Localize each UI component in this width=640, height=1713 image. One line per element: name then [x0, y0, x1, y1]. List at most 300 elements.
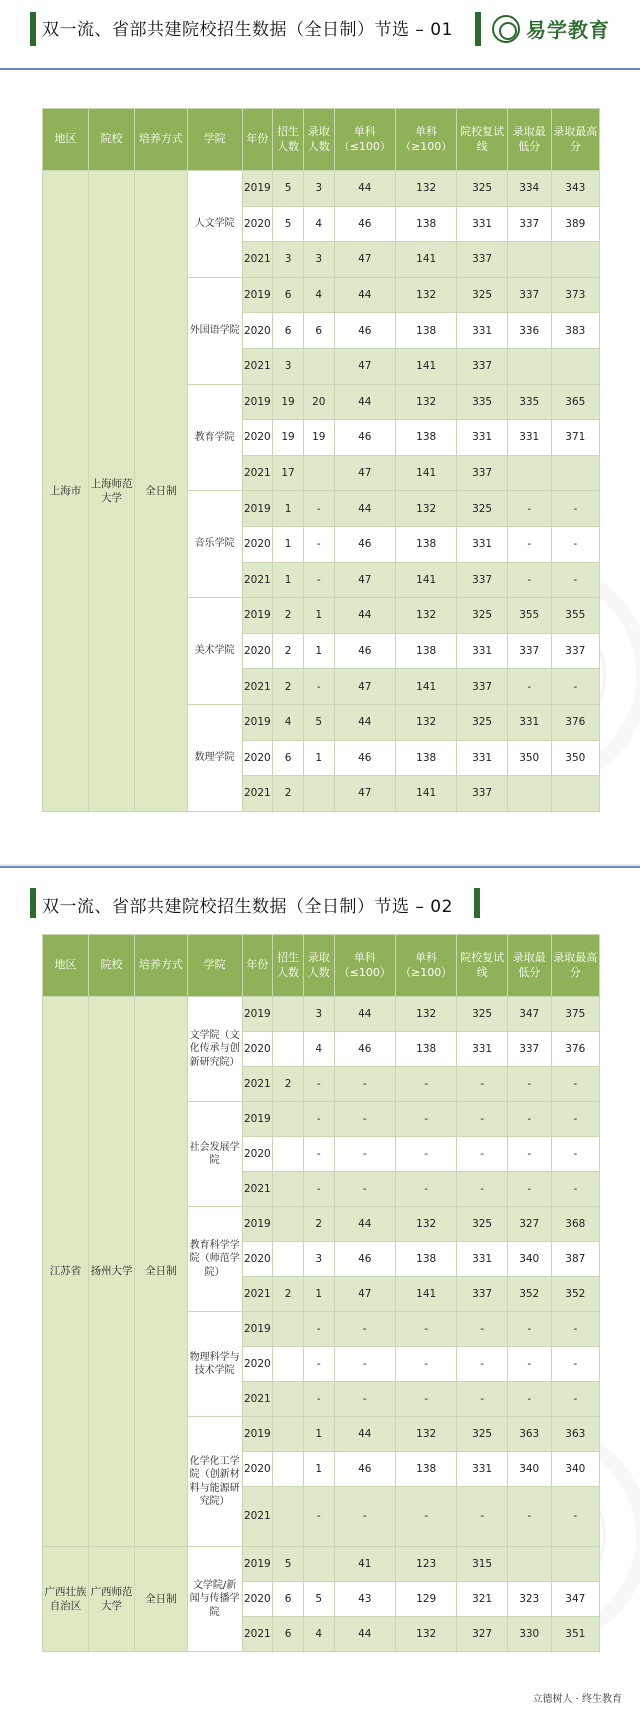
data-cell: 19: [303, 420, 334, 456]
data-cell: -: [334, 1172, 395, 1207]
data-cell: -: [334, 1347, 395, 1382]
data-cell: [273, 1487, 304, 1547]
data-cell: 325: [457, 277, 507, 313]
data-cell: -: [334, 1067, 395, 1102]
data-cell: 2020: [242, 1137, 273, 1172]
data-cell: [551, 776, 599, 812]
data-cell: 2021: [242, 1277, 273, 1312]
data-cell: [507, 348, 551, 384]
data-cell: 335: [457, 384, 507, 420]
data-cell: 46: [334, 1032, 395, 1067]
data-cell: [273, 1207, 304, 1242]
data-cell: 4: [303, 1617, 334, 1652]
data-cell: 141: [395, 348, 456, 384]
college-cell: 数理学院: [187, 704, 242, 811]
data-cell: -: [457, 1382, 507, 1417]
data-cell: [551, 242, 599, 278]
data-cell: 323: [507, 1582, 551, 1617]
data-cell: 2019: [242, 1102, 273, 1137]
data-cell: 46: [334, 206, 395, 242]
data-cell: 138: [395, 206, 456, 242]
data-cell: 2019: [242, 598, 273, 634]
data-cell: 2021: [242, 669, 273, 705]
data-cell: 44: [334, 598, 395, 634]
data-cell: -: [551, 491, 599, 527]
region-cell: 广西壮族自治区: [43, 1547, 89, 1652]
data-cell: 321: [457, 1582, 507, 1617]
data-cell: 132: [395, 171, 456, 207]
data-cell: 389: [551, 206, 599, 242]
data-cell: 331: [457, 420, 507, 456]
college-cell: 美术学院: [187, 598, 242, 705]
data-cell: 2021: [242, 1172, 273, 1207]
data-cell: 20: [303, 384, 334, 420]
footer-slogan: 立德树人 · 终生教育: [532, 1694, 622, 1705]
data-cell: 340: [507, 1452, 551, 1487]
data-cell: -: [303, 1067, 334, 1102]
column-header: 单科（≥100）: [395, 935, 456, 997]
data-cell: 5: [273, 206, 304, 242]
data-cell: 138: [395, 526, 456, 562]
data-cell: 129: [395, 1582, 456, 1617]
column-header: 录取人数: [303, 109, 334, 171]
data-cell: 2019: [242, 1207, 273, 1242]
data-cell: 2021: [242, 1617, 273, 1652]
data-cell: -: [507, 562, 551, 598]
data-cell: 337: [457, 348, 507, 384]
data-cell: 2019: [242, 1547, 273, 1582]
data-cell: 2: [273, 776, 304, 812]
accent-bar: [30, 12, 36, 46]
data-cell: -: [551, 1137, 599, 1172]
data-cell: 373: [551, 277, 599, 313]
data-cell: 347: [507, 997, 551, 1032]
accent-bar: [474, 888, 480, 918]
data-cell: 44: [334, 1207, 395, 1242]
column-header: 培养方式: [135, 109, 188, 171]
data-cell: 375: [551, 997, 599, 1032]
college-cell: 音乐学院: [187, 491, 242, 598]
table-row: [43, 1547, 600, 1582]
column-header: 年份: [242, 109, 273, 171]
table-header: [43, 109, 600, 171]
data-cell: 141: [395, 455, 456, 491]
data-cell: 44: [334, 384, 395, 420]
data-cell: 337: [457, 455, 507, 491]
column-header: 年份: [242, 935, 273, 997]
data-cell: 2020: [242, 206, 273, 242]
data-cell: 2020: [242, 1452, 273, 1487]
data-cell: 331: [457, 1452, 507, 1487]
data-cell: 3: [303, 997, 334, 1032]
data-cell: -: [303, 491, 334, 527]
data-cell: 47: [334, 242, 395, 278]
column-header: 录取最高分: [551, 109, 599, 171]
data-cell: 325: [457, 1417, 507, 1452]
data-cell: 337: [457, 669, 507, 705]
data-cell: 138: [395, 313, 456, 349]
data-cell: [551, 1547, 599, 1582]
data-cell: 132: [395, 277, 456, 313]
data-cell: [507, 242, 551, 278]
data-cell: 44: [334, 704, 395, 740]
data-cell: -: [507, 1347, 551, 1382]
data-cell: [273, 1172, 304, 1207]
table-header: [43, 935, 600, 997]
data-cell: [507, 776, 551, 812]
data-cell: 141: [395, 1277, 456, 1312]
accent-bar: [475, 12, 481, 46]
accent-bar: [30, 888, 36, 918]
admission-table-02: [42, 934, 600, 1652]
data-cell: 132: [395, 1417, 456, 1452]
data-cell: -: [303, 562, 334, 598]
data-cell: 325: [457, 1207, 507, 1242]
data-cell: 46: [334, 633, 395, 669]
data-cell: -: [303, 1382, 334, 1417]
data-cell: 46: [334, 740, 395, 776]
data-cell: 2019: [242, 704, 273, 740]
data-cell: 337: [507, 206, 551, 242]
data-cell: 141: [395, 776, 456, 812]
data-cell: 2019: [242, 491, 273, 527]
data-cell: 337: [507, 277, 551, 313]
data-cell: -: [303, 1172, 334, 1207]
data-cell: 138: [395, 633, 456, 669]
data-cell: 2019: [242, 277, 273, 313]
data-cell: 1: [273, 526, 304, 562]
school-cell: 上海师范大学: [89, 171, 135, 812]
data-cell: 315: [457, 1547, 507, 1582]
admission-table-01: [42, 108, 600, 812]
data-cell: 3: [303, 171, 334, 207]
data-cell: 141: [395, 669, 456, 705]
data-cell: 123: [395, 1547, 456, 1582]
data-cell: -: [395, 1137, 456, 1172]
column-header: 院校复试线: [457, 935, 507, 997]
data-cell: 46: [334, 1452, 395, 1487]
data-cell: [273, 1032, 304, 1067]
data-cell: -: [457, 1312, 507, 1347]
data-cell: 331: [507, 420, 551, 456]
data-cell: 4: [273, 704, 304, 740]
data-cell: 337: [457, 562, 507, 598]
data-cell: 2: [273, 1277, 304, 1312]
region-cell: 江苏省: [43, 997, 89, 1547]
column-header: 院校: [89, 109, 135, 171]
data-cell: 2021: [242, 242, 273, 278]
data-cell: 6: [273, 740, 304, 776]
college-cell: 教育科学学院（师范学院）: [187, 1207, 242, 1312]
data-cell: 3: [273, 242, 304, 278]
data-cell: 44: [334, 997, 395, 1032]
data-cell: -: [334, 1102, 395, 1137]
data-cell: 4: [303, 206, 334, 242]
data-cell: [273, 1347, 304, 1382]
data-cell: 331: [457, 526, 507, 562]
data-cell: 2: [273, 598, 304, 634]
data-cell: 351: [551, 1617, 599, 1652]
data-cell: 6: [273, 1617, 304, 1652]
data-cell: 331: [457, 313, 507, 349]
table-row: [43, 997, 600, 1032]
data-cell: 46: [334, 1242, 395, 1277]
data-cell: 331: [457, 206, 507, 242]
column-header: 招生人数: [273, 109, 304, 171]
data-cell: 47: [334, 562, 395, 598]
data-cell: -: [457, 1172, 507, 1207]
data-cell: 141: [395, 242, 456, 278]
data-cell: 337: [457, 242, 507, 278]
data-cell: 44: [334, 1617, 395, 1652]
data-cell: [551, 455, 599, 491]
data-cell: [273, 1102, 304, 1137]
data-cell: 327: [507, 1207, 551, 1242]
data-cell: 5: [273, 171, 304, 207]
data-cell: 41: [334, 1547, 395, 1582]
data-cell: -: [334, 1137, 395, 1172]
data-cell: 1: [303, 1417, 334, 1452]
data-cell: [303, 1547, 334, 1582]
data-cell: 3: [303, 242, 334, 278]
data-cell: 1: [273, 491, 304, 527]
data-cell: 141: [395, 562, 456, 598]
data-cell: 2020: [242, 1242, 273, 1277]
data-cell: -: [334, 1487, 395, 1547]
data-cell: 331: [457, 633, 507, 669]
data-cell: 337: [457, 776, 507, 812]
data-cell: 363: [507, 1417, 551, 1452]
data-cell: -: [457, 1487, 507, 1547]
data-cell: 5: [303, 704, 334, 740]
data-cell: 2021: [242, 1382, 273, 1417]
college-cell: 外国语学院: [187, 277, 242, 384]
data-cell: 19: [273, 420, 304, 456]
data-cell: -: [395, 1067, 456, 1102]
column-header: 地区: [43, 109, 89, 171]
data-cell: 138: [395, 420, 456, 456]
data-cell: 2: [273, 633, 304, 669]
data-cell: -: [303, 526, 334, 562]
data-cell: 2019: [242, 171, 273, 207]
data-cell: 2021: [242, 1067, 273, 1102]
data-cell: 2021: [242, 455, 273, 491]
data-cell: 371: [551, 420, 599, 456]
data-cell: 1: [303, 740, 334, 776]
data-cell: 2021: [242, 562, 273, 598]
data-cell: -: [334, 1312, 395, 1347]
college-cell: 文学院（文化传承与创新研究院）: [187, 997, 242, 1102]
data-cell: 47: [334, 776, 395, 812]
data-cell: -: [551, 1382, 599, 1417]
data-cell: 132: [395, 384, 456, 420]
data-cell: 132: [395, 491, 456, 527]
mode-cell: 全日制: [135, 1547, 188, 1652]
data-cell: 325: [457, 997, 507, 1032]
data-cell: -: [551, 526, 599, 562]
data-cell: -: [551, 1312, 599, 1347]
data-cell: [273, 1242, 304, 1277]
data-cell: 331: [507, 704, 551, 740]
column-header: 录取最低分: [507, 109, 551, 171]
data-cell: [551, 348, 599, 384]
data-cell: -: [551, 1172, 599, 1207]
table-body: [43, 171, 600, 812]
column-header: 招生人数: [273, 935, 304, 997]
data-cell: 2: [303, 1207, 334, 1242]
column-header: 院校: [89, 935, 135, 997]
data-cell: -: [303, 1102, 334, 1137]
data-cell: 132: [395, 598, 456, 634]
data-cell: 355: [507, 598, 551, 634]
data-cell: 47: [334, 348, 395, 384]
data-cell: 350: [507, 740, 551, 776]
data-cell: [273, 1382, 304, 1417]
data-cell: -: [507, 526, 551, 562]
data-cell: -: [551, 1102, 599, 1137]
data-cell: 2020: [242, 740, 273, 776]
data-cell: -: [334, 1382, 395, 1417]
data-cell: [303, 776, 334, 812]
data-cell: 1: [303, 1452, 334, 1487]
column-header: 单科（≥100）: [395, 109, 456, 171]
data-cell: 337: [551, 633, 599, 669]
data-cell: 6: [273, 313, 304, 349]
data-cell: 6: [303, 313, 334, 349]
column-header: 地区: [43, 935, 89, 997]
data-cell: 376: [551, 1032, 599, 1067]
data-cell: -: [507, 491, 551, 527]
data-cell: -: [395, 1312, 456, 1347]
column-header: 学院: [187, 935, 242, 997]
mode-cell: 全日制: [135, 997, 188, 1547]
data-cell: 2019: [242, 384, 273, 420]
data-cell: -: [507, 1067, 551, 1102]
data-cell: 1: [303, 1277, 334, 1312]
data-cell: -: [507, 1102, 551, 1137]
logo-emblem-icon: [492, 15, 520, 43]
data-cell: -: [507, 1487, 551, 1547]
data-cell: 17: [273, 455, 304, 491]
college-cell: 教育学院: [187, 384, 242, 491]
data-cell: 2020: [242, 526, 273, 562]
data-cell: 325: [457, 704, 507, 740]
data-cell: -: [551, 1347, 599, 1382]
data-cell: 19: [273, 384, 304, 420]
data-cell: [273, 1312, 304, 1347]
data-cell: 1: [303, 598, 334, 634]
data-cell: 2020: [242, 420, 273, 456]
data-cell: 343: [551, 171, 599, 207]
data-cell: [507, 455, 551, 491]
data-cell: -: [507, 1382, 551, 1417]
data-cell: 337: [507, 633, 551, 669]
data-cell: [303, 348, 334, 384]
data-cell: 3: [303, 1242, 334, 1277]
section-02: [0, 866, 640, 1713]
data-cell: -: [507, 1312, 551, 1347]
data-cell: -: [303, 669, 334, 705]
data-cell: 2020: [242, 1032, 273, 1067]
data-cell: 132: [395, 704, 456, 740]
data-cell: 365: [551, 384, 599, 420]
data-cell: -: [507, 1172, 551, 1207]
school-cell: 广西师范大学: [89, 1547, 135, 1652]
column-header: 单科（≤100）: [334, 109, 395, 171]
brand-logo: [492, 14, 610, 43]
data-cell: 44: [334, 171, 395, 207]
data-cell: -: [395, 1102, 456, 1137]
data-cell: 47: [334, 669, 395, 705]
data-cell: -: [303, 1312, 334, 1347]
data-cell: 363: [551, 1417, 599, 1452]
data-cell: 325: [457, 171, 507, 207]
data-cell: [507, 1547, 551, 1582]
header-row: [43, 935, 600, 997]
column-header: 培养方式: [135, 935, 188, 997]
data-cell: 337: [507, 1032, 551, 1067]
data-cell: 2019: [242, 1417, 273, 1452]
data-cell: 2019: [242, 1312, 273, 1347]
data-cell: 2021: [242, 1487, 273, 1547]
data-cell: [303, 455, 334, 491]
data-cell: 46: [334, 313, 395, 349]
data-cell: 331: [457, 1242, 507, 1277]
data-cell: 4: [303, 277, 334, 313]
table-body: [43, 997, 600, 1652]
data-cell: 334: [507, 171, 551, 207]
data-cell: 376: [551, 704, 599, 740]
header-row: [43, 109, 600, 171]
data-cell: 337: [457, 1277, 507, 1312]
column-header: 录取最低分: [507, 935, 551, 997]
data-cell: 387: [551, 1242, 599, 1277]
data-cell: 2021: [242, 776, 273, 812]
data-cell: 331: [457, 1032, 507, 1067]
column-header: 录取人数: [303, 935, 334, 997]
data-cell: 4: [303, 1032, 334, 1067]
data-cell: 1: [273, 562, 304, 598]
section-header: [0, 866, 640, 930]
data-cell: 2020: [242, 633, 273, 669]
data-cell: 46: [334, 420, 395, 456]
data-cell: -: [457, 1102, 507, 1137]
data-cell: 138: [395, 1032, 456, 1067]
data-cell: 352: [551, 1277, 599, 1312]
data-cell: -: [551, 1067, 599, 1102]
logo-text: 易学教育: [526, 18, 610, 42]
data-cell: -: [395, 1347, 456, 1382]
data-cell: 383: [551, 313, 599, 349]
data-cell: -: [303, 1487, 334, 1547]
data-cell: 325: [457, 598, 507, 634]
data-cell: 46: [334, 526, 395, 562]
data-cell: 2: [273, 669, 304, 705]
data-cell: 44: [334, 491, 395, 527]
data-cell: 330: [507, 1617, 551, 1652]
data-cell: 325: [457, 491, 507, 527]
data-cell: -: [395, 1172, 456, 1207]
data-cell: -: [551, 1487, 599, 1547]
data-cell: 138: [395, 1452, 456, 1487]
data-cell: 5: [303, 1582, 334, 1617]
data-cell: 2019: [242, 997, 273, 1032]
data-cell: 2021: [242, 348, 273, 384]
college-cell: 物理科学与技术学院: [187, 1312, 242, 1417]
college-cell: 文学院/新闻与传播学院: [187, 1547, 242, 1652]
data-cell: [273, 997, 304, 1032]
data-cell: -: [551, 669, 599, 705]
